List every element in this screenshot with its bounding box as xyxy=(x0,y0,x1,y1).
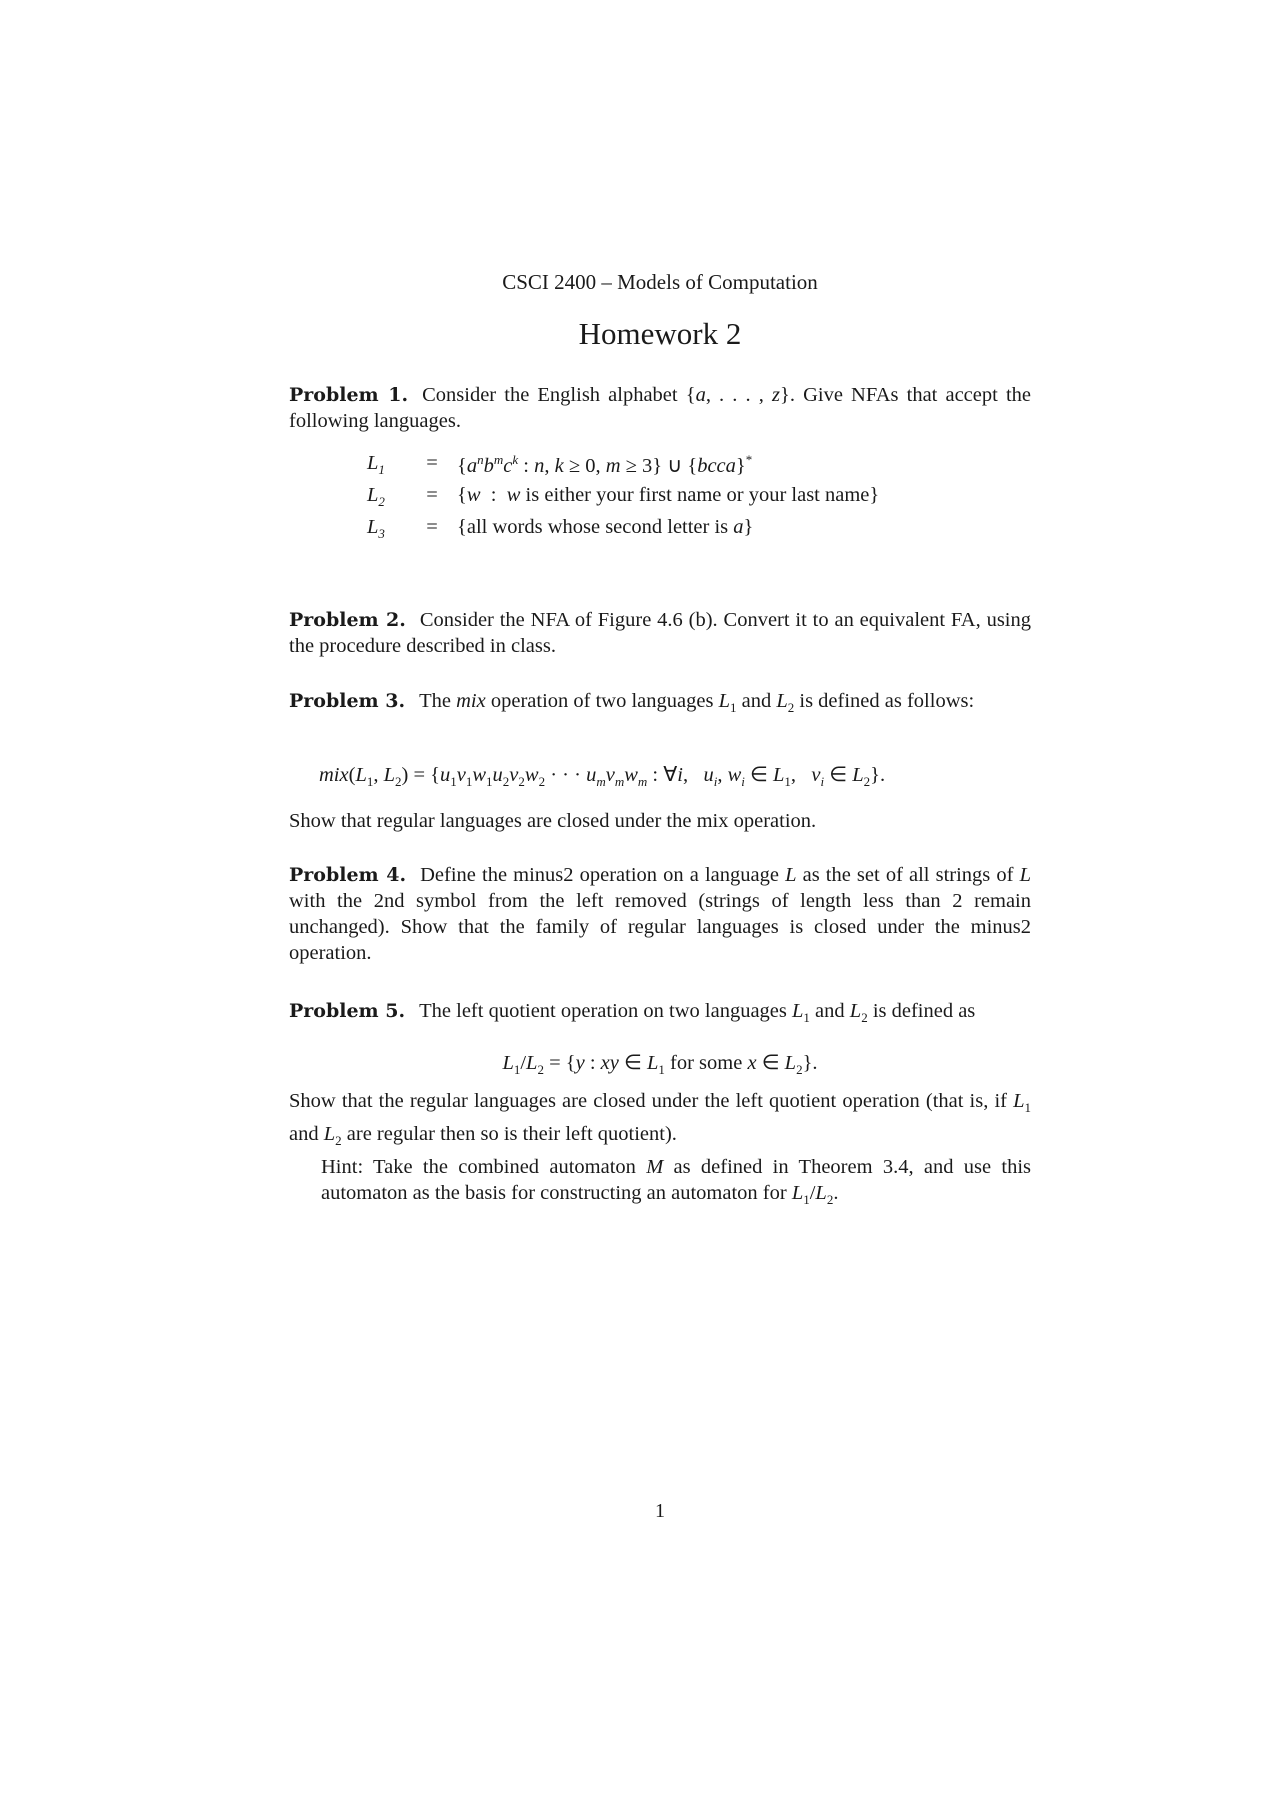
page-title: Homework 2 xyxy=(578,316,742,351)
problem-3-followup: Show that regular languages are closed under the mix operation. xyxy=(289,810,817,832)
equation-rel: = xyxy=(426,452,438,474)
problem-3 xyxy=(289,688,1031,721)
problem-5 xyxy=(289,998,1031,1031)
page-number: 1 xyxy=(655,1500,665,1522)
equation-rhs: {all words whose second letter is a} xyxy=(457,516,754,538)
mix-equation: $mix(L_1$, $L_2) = \{u_1v_1w_1u_2v_2w_2$ · · · $u_mv_mw_m$ : ∀i, $u_i$, $w_i$ ∈ $L_1$, $v_i$ ∈ $L_2$}. xyxy=(319,764,886,790)
problem-1 xyxy=(289,382,1031,434)
quotient-equation: $L_1/L_2 = \{y$ : xy ∈ $L_1$ for some x ∈ $L_2$}. xyxy=(502,1052,818,1078)
equation-rhs: {w : w is either your first name or your last name} xyxy=(457,484,880,506)
problem-label: Problem 4. xyxy=(289,864,407,886)
problem-text: The mix operation of two languages $L_1$ and $L_2$ is defined as follows: xyxy=(419,690,975,716)
equation-rel: = xyxy=(426,516,438,538)
document-page xyxy=(289,0,1031,1811)
equation-rhs: {$a^nb^mc^k$ : n, k ≥ 0, m ≥ 3} ∪ {bcca}* xyxy=(457,452,753,477)
problem-5-hint: Hint: Take the combined automaton M as defined in Theorem 3.4, and use this automaton as the basis for constructing an automaton for $L_1/L_2$. xyxy=(321,1156,1031,1208)
equation-lhs: $L_1$ xyxy=(367,452,385,478)
problem-text: The left quotient operation on two languages $L_1$ and $L_2$ is defined as xyxy=(419,1000,976,1026)
problem-label: Problem 1. xyxy=(289,384,409,406)
problem-text: Consider the English alphabet {a, . . . , z}. Give NFAs that accept the following languages. xyxy=(289,384,1031,432)
equation-rel: = xyxy=(426,484,438,506)
course-header: CSCI 2400 – Models of Computation xyxy=(502,270,818,294)
problem-label: Problem 3. xyxy=(289,690,406,712)
problem-2 xyxy=(289,607,1031,659)
problem-text: Define the minus2 operation on a language L as the set of all strings of L with the 2nd symbol from the left removed (strings of length less than 2 remain unchanged). Show that the family of regular languages is closed under the minus2 operation. xyxy=(289,864,1031,964)
problem-label: Problem 2. xyxy=(289,609,406,631)
problem-4 xyxy=(289,862,1031,966)
problem-label: Problem 5. xyxy=(289,1000,406,1022)
problem-5-followup: Show that the regular languages are closed under the left quotient operation (that is, if $L_1$ and $L_2$ are regular then so is their left quotient). Hint: Take the combined automaton M as defined in Theorem 3.4, and use this automaton as the basis for constructing an automaton for $L_1/L_2$. xyxy=(289,1088,1031,1213)
equation-lhs: $L_3$ xyxy=(367,516,385,542)
equation-lhs: $L_2$ xyxy=(367,484,385,510)
problem-text: Consider the NFA of Figure 4.6 (b). Convert it to an equivalent FA, using the procedure described in class. xyxy=(289,609,1031,657)
